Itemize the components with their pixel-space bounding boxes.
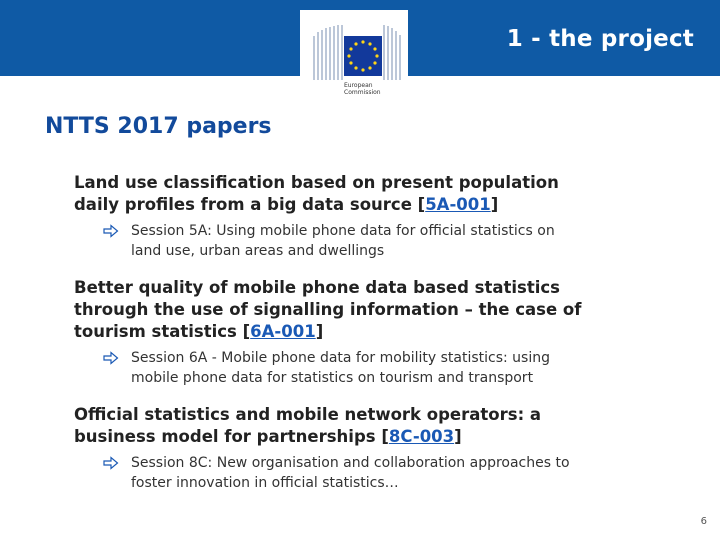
page-title: NTTS 2017 papers — [45, 114, 272, 139]
arrow-bullet-icon — [103, 351, 119, 365]
paper-item — [74, 172, 674, 261]
paper-title-bracket: ] — [454, 427, 462, 446]
paper-title-line: through the use of signalling information – the case of — [74, 300, 582, 319]
paper-code-link[interactable]: 5A-001 — [425, 195, 491, 214]
paper-title-text: business model for partnerships [ — [74, 427, 389, 446]
paper-title-text: daily profiles from a big data source [ — [74, 195, 426, 214]
paper-code-link[interactable]: 6A-001 — [250, 322, 316, 341]
arrow-bullet-icon — [103, 456, 119, 470]
arrow-bullet-icon — [103, 224, 119, 238]
paper-title-line — [74, 194, 674, 216]
paper-title-line: Official statistics and mobile network operators: a — [74, 405, 542, 424]
logo-caption — [344, 82, 381, 96]
paper-item — [74, 277, 674, 388]
session-item — [74, 221, 691, 261]
session-item — [74, 453, 691, 493]
session-text: Session 6A - Mobile phone data for mobility statistics: using — [131, 350, 550, 366]
paper-title — [74, 404, 674, 448]
paper-title-bracket: ] — [490, 195, 499, 214]
paper-item — [74, 404, 674, 493]
session-text: land use, urban areas and dwellings — [131, 243, 385, 259]
paper-title-bracket: ] — [315, 322, 324, 341]
logo-caption-line1: European — [344, 82, 373, 89]
session-text: mobile phone data for statistics on tourism and transport — [131, 370, 534, 386]
session-text: Session 8C: New organisation and collaboration approaches to — [131, 455, 570, 471]
paper-title-line: Better quality of mobile phone data based statistics — [74, 278, 561, 297]
paper-code-link[interactable]: 8C-003 — [388, 427, 455, 446]
paper-title — [74, 172, 674, 216]
session-item — [74, 348, 691, 388]
paper-title-line — [74, 426, 674, 448]
paper-title-line — [74, 321, 674, 343]
logo-caption-line2: Commission — [344, 89, 381, 96]
paper-title-line: Land use classification based on present population — [74, 173, 559, 192]
session-text: Session 5A: Using mobile phone data for official statistics on — [131, 223, 555, 239]
section-title: 1 - the project — [506, 26, 694, 52]
paper-title — [74, 277, 674, 343]
page-number: 6 — [700, 516, 707, 527]
session-text: foster innovation in official statistics… — [131, 475, 399, 491]
paper-title-text: tourism statistics [ — [74, 322, 251, 341]
